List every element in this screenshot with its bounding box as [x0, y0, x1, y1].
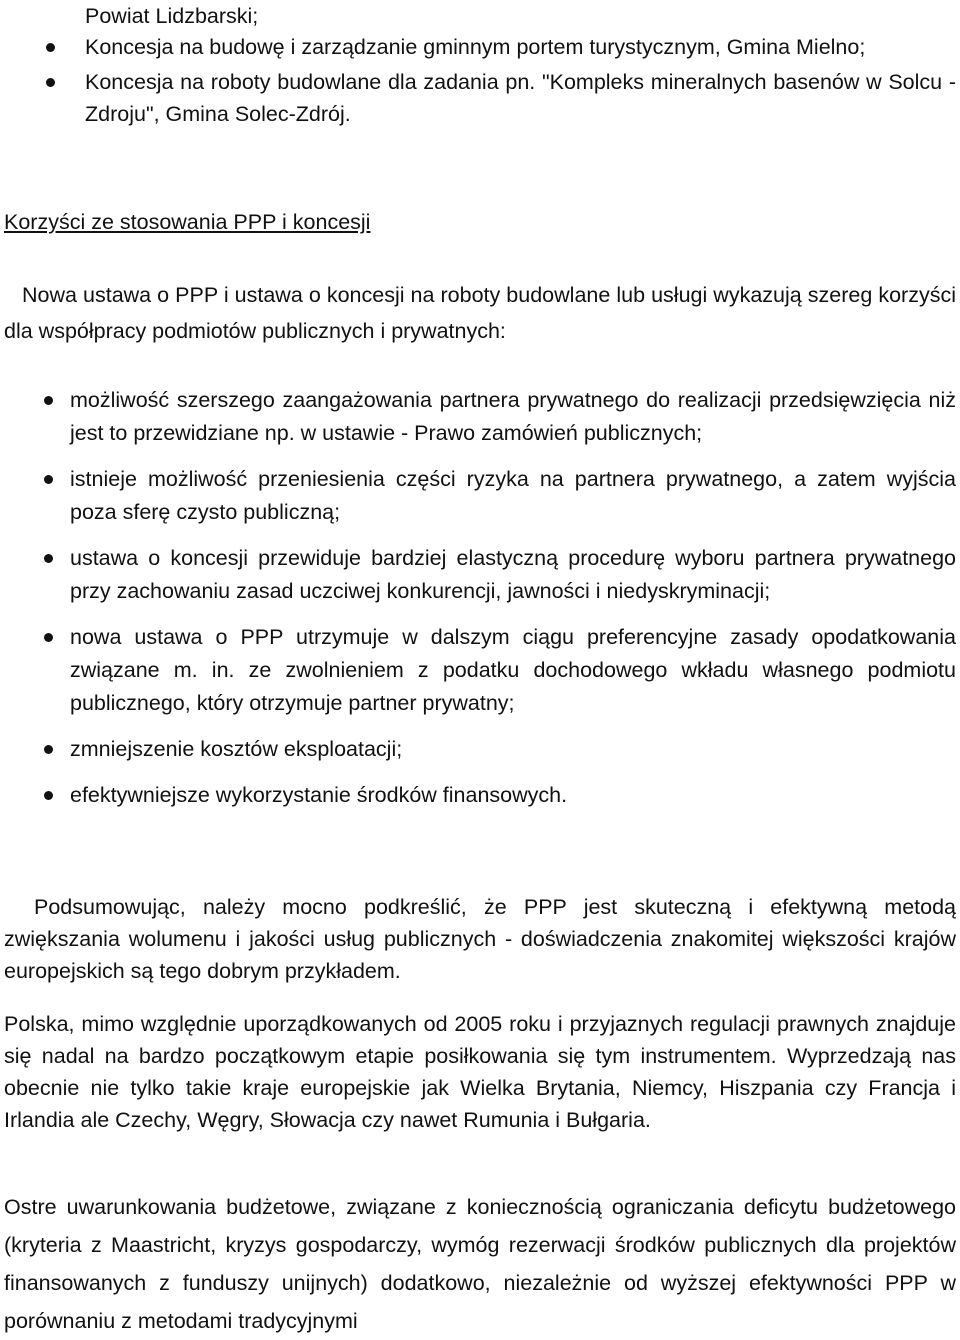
- poland-paragraph: Polska, mimo względnie uporządkowanych od 2005 roku i przyjaznych regulacji prawnych znajduje się nadal na bardzo początkowym etapie posiłkowania się tym instrumentem. Wyprzedzają nas obecnie nie tylko takie kraje europejskie jak Wielka Brytania, Niemcy, Hiszpania czy Francja i Irlandia ale Czechy, Węgry, Słowacja czy nawet Rumunia i Bułgaria.: [4, 1012, 956, 1132]
- benefit-text: ustawa o koncesji przewiduje bardziej elastyczną procedurę wyboru partnera prywatnego przy zachowaniu zasad uczciwej konkurencji, jawności i niedyskryminacji;: [70, 546, 956, 603]
- bullet-icon: [46, 43, 55, 52]
- benefit-text: istnieje możliwość przeniesienia części ryzyka na partnera prywatnego, a zatem wyjścia poza sferę czysto publiczną;: [70, 467, 956, 524]
- bullet-icon: [44, 396, 53, 405]
- benefit-item: [0, 542, 960, 608]
- bullet-icon: [44, 633, 53, 642]
- bullet-icon: [44, 791, 53, 800]
- benefit-item: [0, 384, 960, 450]
- benefit-item: [0, 463, 960, 529]
- summary-paragraph: Podsumowując, należy mocno podkreślić, że PPP jest skuteczną i efektywną metodą zwiększania wolumenu i jakości usług publicznych - doświadczenia znakomitej większości krajów europejskich są tego dobrym przykładem.: [4, 895, 956, 983]
- benefit-text: efektywniejsze wykorzystanie środków finansowych.: [70, 783, 568, 807]
- list-item: [0, 66, 960, 130]
- list-item: [0, 31, 960, 63]
- bullet-icon: [44, 475, 53, 484]
- list-continuation: Powiat Lidzbarski;: [85, 4, 259, 28]
- top-bullet-list: [0, 31, 960, 133]
- section-heading: Korzyści ze stosowania PPP i koncesji: [4, 210, 371, 234]
- benefit-item: [0, 733, 960, 766]
- bullet-icon: [46, 78, 55, 87]
- bullet-icon: [44, 554, 53, 563]
- benefit-text: możliwość szerszego zaangażowania partnera prywatnego do realizacji przedsięwzięcia niż jest to przewidziane np. w ustawie - Prawo zamówień publicznych;: [70, 388, 956, 445]
- budget-paragraph: Ostre uwarunkowania budżetowe, związane z koniecznością ograniczania deficytu budżetowego (kryteria z Maastricht, kryzys gospodarczy, wymóg rezerwacji środków publicznych dla projektów finansowanych z funduszy unijnych) dodatkowo, niezależnie od wyższej efektywności PPP w porównaniu z metodami tradycyjnymi: [4, 1195, 956, 1333]
- benefit-text: zmniejszenie kosztów eksploatacji;: [70, 737, 403, 761]
- bullet-icon: [44, 745, 53, 754]
- benefit-item: [0, 621, 960, 720]
- benefit-item: [0, 779, 960, 812]
- intro-paragraph: Nowa ustawa o PPP i ustawa o koncesji na roboty budowlane lub usługi wykazują szereg korzyści dla współpracy podmiotów publicznych i prywatnych:: [4, 283, 956, 343]
- list-item-text: Koncesja na budowę i zarządzanie gminnym portem turystycznym, Gmina Mielno;: [85, 35, 866, 59]
- benefits-list: [0, 384, 960, 825]
- list-item-text: Koncesja na roboty budowlane dla zadania pn. "Kompleks mineralnych basenów w Solcu - Zdroju", Gmina Solec-Zdrój.: [85, 70, 956, 126]
- benefit-text: nowa ustawa o PPP utrzymuje w dalszym ciągu preferencyjne zasady opodatkowania związane m. in. ze zwolnieniem z podatku dochodowego wkładu własnego podmiotu publicznego, który otrzymuje partner prywatny;: [70, 625, 956, 715]
